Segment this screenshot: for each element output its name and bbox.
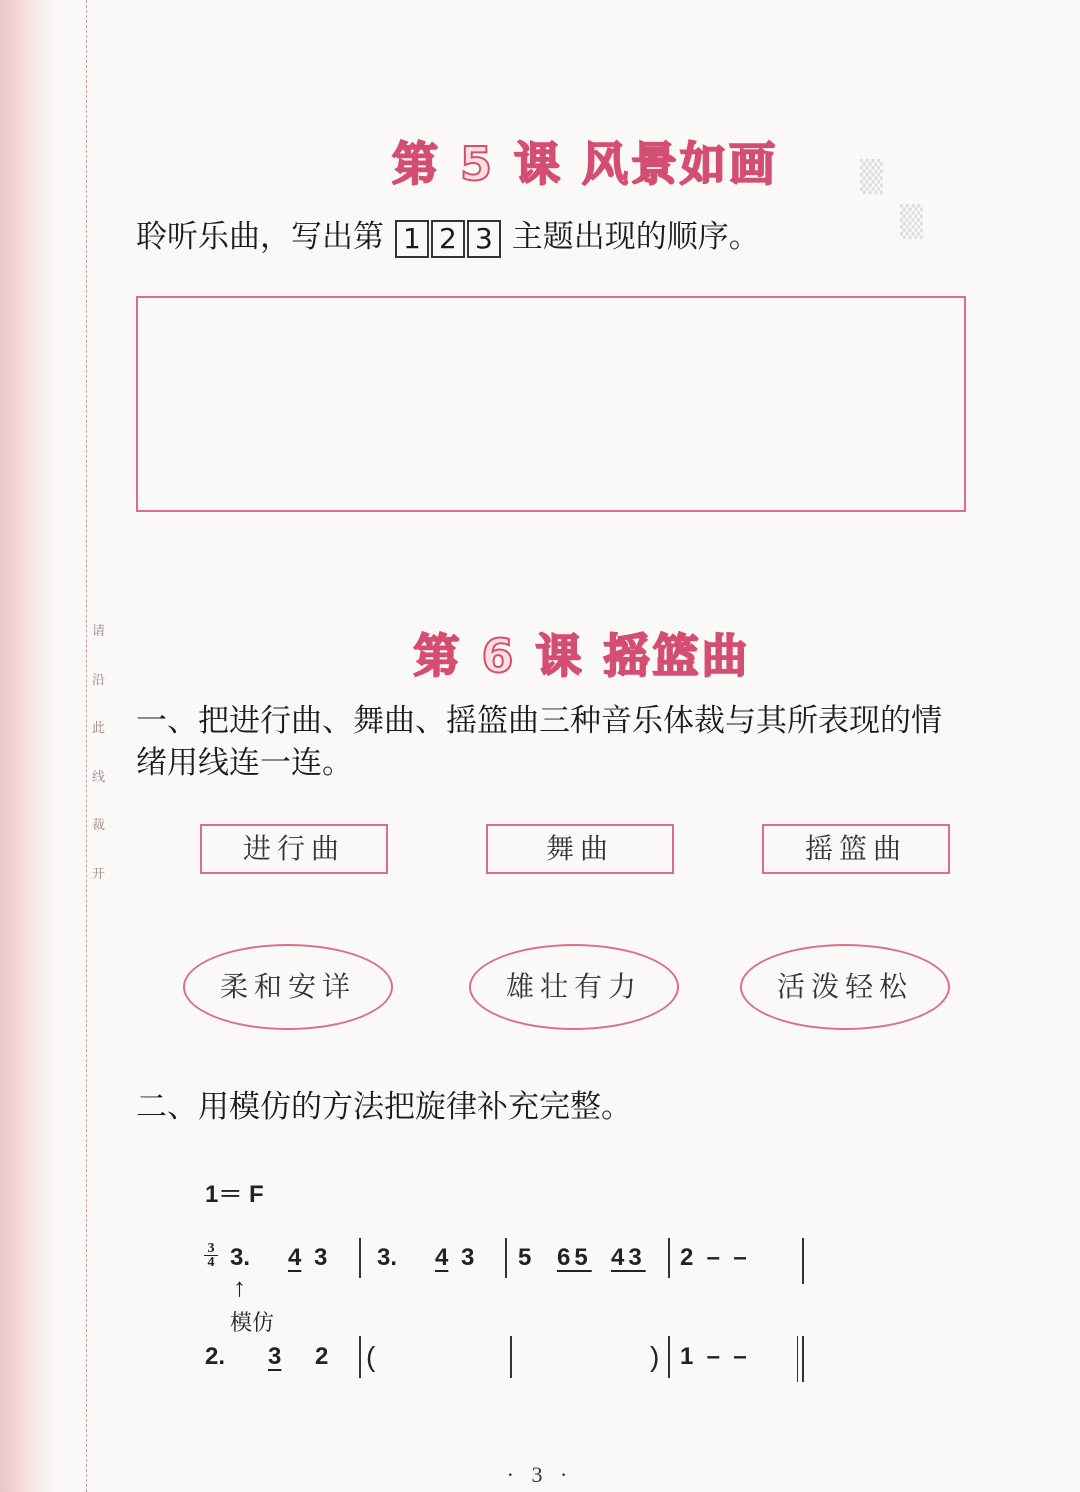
- cut-line: [86, 0, 87, 1492]
- cut-char: 线: [92, 769, 106, 785]
- key-signature: 1＝ F: [205, 1181, 264, 1208]
- theme-number-box: 1: [395, 220, 429, 258]
- time-numerator: 3: [204, 1242, 218, 1256]
- cut-char: 裁: [92, 818, 106, 833]
- barline: [505, 1238, 507, 1278]
- lesson-5-title: 第 5 课 风景如画: [391, 137, 779, 191]
- answer-box[interactable]: [136, 296, 966, 512]
- genre-box-dance[interactable]: 舞曲: [486, 824, 674, 874]
- lesson-6-title: 第 6 课 摇篮曲: [413, 629, 751, 683]
- mood-oval-gentle[interactable]: 柔和安详: [183, 944, 393, 1030]
- note: 43: [611, 1244, 646, 1271]
- barline: [668, 1238, 670, 1278]
- note: 3: [461, 1244, 475, 1271]
- book-spine-shadow: [0, 0, 60, 1492]
- genre-box-march[interactable]: 进行曲: [200, 824, 388, 874]
- cut-char: 此: [92, 721, 106, 736]
- barline: [668, 1336, 670, 1378]
- question-text: 主题出现的顺序。: [511, 219, 760, 255]
- page-number: · 3 ·: [506, 1462, 574, 1487]
- imitate-label: 模仿: [230, 1311, 275, 1336]
- question-1-line-2: 绪用线连一连。: [136, 745, 353, 781]
- cut-char: 开: [92, 866, 106, 882]
- question-1-line-1: 一、把进行曲、舞曲、摇篮曲三种音乐体裁与其所表现的情: [136, 703, 942, 739]
- close-paren: ): [650, 1341, 660, 1372]
- note: 3: [314, 1244, 328, 1271]
- note: 3.: [377, 1244, 398, 1271]
- theme-number-box: 3: [467, 220, 501, 258]
- mood-oval-lively[interactable]: 活泼轻松: [740, 944, 950, 1030]
- barline: [510, 1336, 512, 1378]
- question-1: [136, 700, 942, 784]
- question-text: 聆听乐曲，写出第: [136, 219, 384, 255]
- note: 1 – –: [680, 1343, 747, 1370]
- up-arrow-icon: ↑: [233, 1272, 246, 1302]
- show-through-smudge: ▒: [860, 160, 884, 195]
- final-barline-thin: [797, 1336, 798, 1382]
- time-signature: [204, 1242, 218, 1269]
- open-paren: (: [366, 1341, 376, 1372]
- theme-number-box: 2: [431, 220, 465, 258]
- note: 4: [435, 1244, 449, 1271]
- genre-box-lullaby[interactable]: 摇篮曲: [762, 824, 950, 874]
- note: 3.: [230, 1244, 251, 1271]
- note: 2 – –: [680, 1244, 747, 1271]
- cut-char: 沿: [92, 672, 106, 688]
- mood-oval-majestic[interactable]: 雄壮有力: [469, 944, 679, 1030]
- cut-char: 请: [92, 624, 106, 639]
- show-through-smudge: ▒: [900, 205, 924, 240]
- note: 5: [518, 1244, 532, 1271]
- barline: [359, 1238, 361, 1278]
- barline: [359, 1336, 361, 1378]
- note: 2.: [205, 1343, 226, 1370]
- question-2: 二、用模仿的方法把旋律补充完整。: [136, 1089, 632, 1125]
- note: 65: [557, 1244, 592, 1271]
- note: 2: [315, 1343, 329, 1370]
- lesson-5-question: [136, 216, 760, 258]
- time-denominator: 4: [207, 1255, 215, 1270]
- barline: [802, 1238, 804, 1284]
- note: 4: [288, 1244, 302, 1271]
- final-barline-thick: [802, 1336, 804, 1382]
- note: 3: [268, 1343, 282, 1370]
